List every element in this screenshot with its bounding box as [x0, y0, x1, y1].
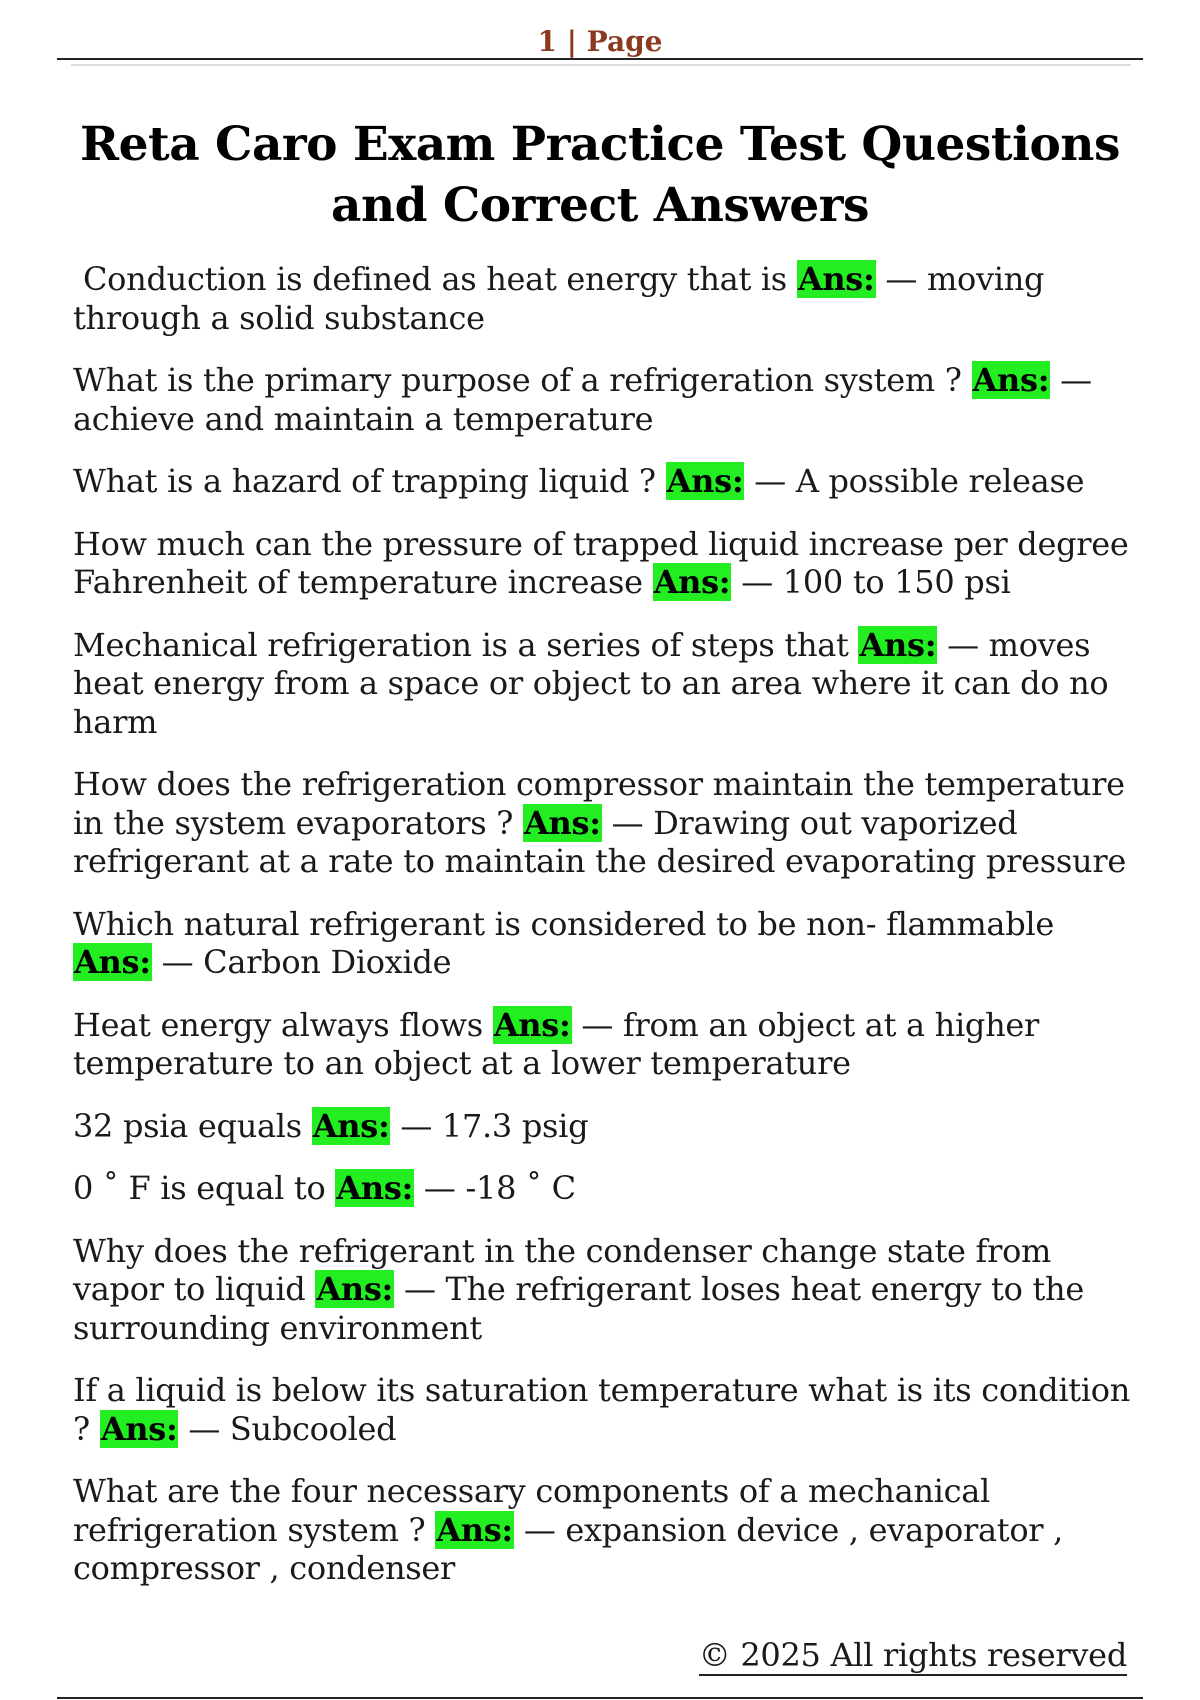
- ans-label: Ans:: [653, 563, 731, 601]
- qa-item: [73, 765, 1133, 881]
- ans-label: Ans:: [336, 1169, 414, 1207]
- question-text: Mechanical refrigeration is a series of steps that: [73, 625, 849, 664]
- qa-item: [73, 1169, 1133, 1208]
- answer-text: — achieve and maintain a temperature: [73, 361, 1092, 438]
- qa-item: [73, 361, 1133, 438]
- answer-text: — 17.3 psig: [390, 1106, 589, 1145]
- ans-label: Ans:: [316, 1270, 394, 1308]
- qa-item: [73, 626, 1133, 742]
- answer-text: — -18 ˚ C: [414, 1169, 576, 1207]
- question-text: What is a hazard of trapping liquid ?: [73, 462, 656, 500]
- qa-item: [73, 905, 1133, 982]
- answer-text: — moving through a solid substance: [73, 260, 1045, 337]
- ans-label: Ans:: [524, 803, 601, 842]
- qa-item: [73, 1232, 1133, 1348]
- qa-item: [73, 1371, 1133, 1448]
- answer-text: — from an object at a higher temperature to an object at a lower temperature: [73, 1005, 1040, 1082]
- answer-text: — Subcooled: [178, 1409, 397, 1448]
- qa-item: [73, 1107, 1133, 1146]
- question-text: Why does the refrigerant in the condenser change state from vapor to liquid: [73, 1231, 1052, 1308]
- ans-label: Ans:: [74, 943, 151, 981]
- ans-label: Ans:: [972, 361, 1050, 399]
- question-text: 32 psia equals: [73, 1106, 302, 1145]
- qa-item: [73, 462, 1133, 501]
- question-text: 0 ˚ F is equal to: [73, 1169, 326, 1207]
- copyright-notice: © 2025 All rights reserved: [698, 1636, 1127, 1674]
- qa-item: [73, 1006, 1133, 1083]
- answer-text: — A possible release: [744, 462, 1085, 500]
- ans-label: Ans:: [436, 1510, 513, 1549]
- qa-list: [73, 260, 1133, 1612]
- ans-label: Ans:: [100, 1409, 178, 1448]
- qa-item: [73, 260, 1133, 337]
- question-text: If a liquid is below its saturation temperature what is its condition ?: [73, 1371, 1131, 1448]
- header-divider: [71, 64, 1131, 66]
- question-text: What are the four necessary components of a mechanical refrigeration system ?: [73, 1472, 990, 1549]
- question-text: How much can the pressure of trapped liquid increase per degree Fahrenheit of temperature increase: [73, 524, 1129, 601]
- qa-item: [73, 525, 1133, 602]
- question-text: Which natural refrigerant is considered to be non- flammable: [73, 904, 1054, 943]
- answer-text: — The refrigerant loses heat energy to the surrounding environment: [73, 1270, 1084, 1347]
- ans-label: Ans:: [797, 260, 875, 298]
- answer-text: — expansion device , evaporator , compressor , condenser: [73, 1510, 1064, 1587]
- answer-text: — Carbon Dioxide: [151, 943, 452, 981]
- page-number: 1 | Page: [537, 25, 663, 58]
- answer-text: — moves heat energy from a space or object to an area where it can do no harm: [73, 625, 1109, 741]
- question-text: Conduction is defined as heat energy that is: [83, 260, 787, 298]
- question-text: Heat energy always flows: [73, 1005, 483, 1044]
- question-text: How does the refrigeration compressor maintain the temperature in the system evaporators ?: [73, 765, 1125, 842]
- footer-divider: [57, 1697, 1143, 1699]
- answer-text: — 100 to 150 psi: [731, 563, 1011, 601]
- ans-label: Ans:: [666, 462, 744, 500]
- question-text: What is the primary purpose of a refrigeration system ?: [73, 361, 962, 399]
- ans-label: Ans:: [859, 625, 937, 664]
- document-title: Reta Caro Exam Practice Test Questions and Correct Answers: [80, 117, 1120, 233]
- ans-label: Ans:: [312, 1106, 390, 1145]
- ans-label: Ans:: [493, 1005, 571, 1044]
- page-header: [57, 22, 1143, 60]
- qa-item: [73, 1472, 1133, 1588]
- answer-text: — Drawing out vaporized refrigerant at a rate to maintain the desired evaporating pressure: [73, 803, 1126, 880]
